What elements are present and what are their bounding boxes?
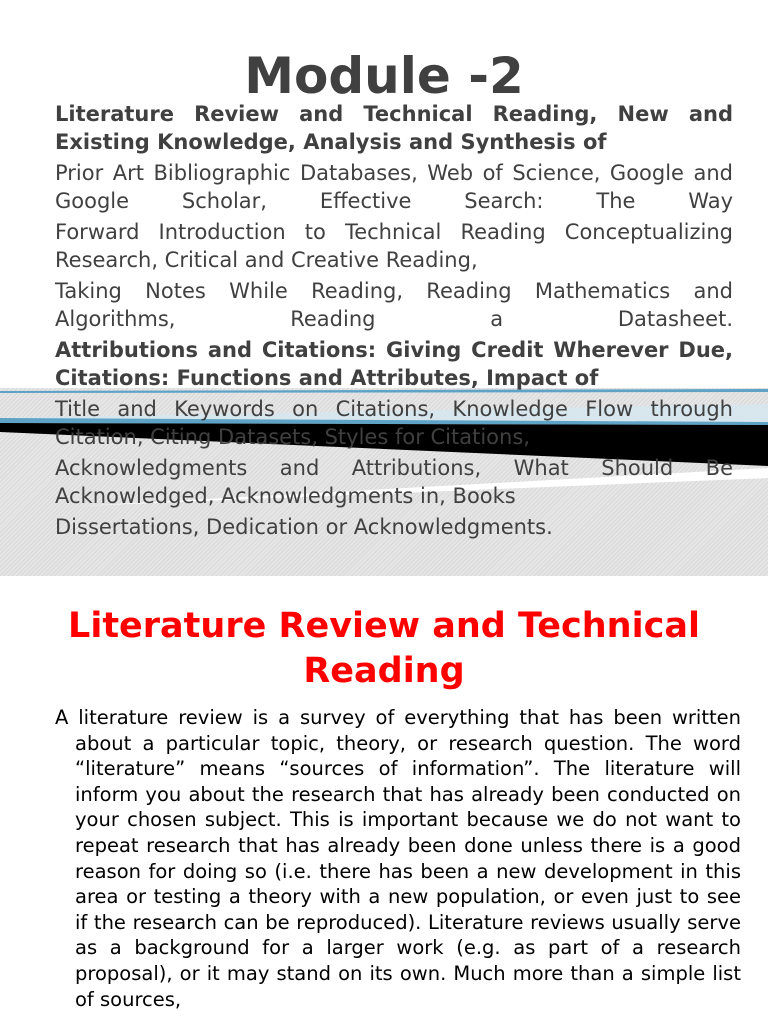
- topic-paragraph: Literature Review and Technical Reading, New and Existing Knowledge, Analysis and Synthesis of: [55, 102, 733, 154]
- topic-paragraph: Prior Art Bibliographic Databases, Web of Science, Google and Google Scholar, Effective Search: The Way: [55, 161, 733, 213]
- topic-paragraph: Dissertations, Dedication or Acknowledgments.: [55, 515, 553, 539]
- slide-title: Literature Review and Technical Reading: [68, 606, 700, 691]
- topic-paragraph: Taking Notes While Reading, Reading Mathematics and Algorithms, Reading a Datasheet.: [55, 279, 733, 331]
- topic-paragraph: Attributions and Citations: Giving Credit Wherever Due, Citations: Functions and Attributes, Impact of: [55, 338, 733, 390]
- topic-paragraph: Title and Keywords on Citations, Knowledge Flow through Citation, Citing Datasets, Styles for Citations,: [55, 397, 733, 449]
- topic-paragraph: Acknowledgments and Attributions, What Should Be Acknowledged, Acknowledgments in, Books: [55, 456, 733, 508]
- topic-paragraph: Forward Introduction to Technical Reading Conceptualizing Research, Critical and Creative Reading,: [55, 220, 733, 272]
- module-topics: [55, 100, 733, 544]
- module-title: Module -2: [244, 47, 524, 105]
- slide-gap: [0, 576, 768, 584]
- literature-review-definition: A literature review is a survey of everything that has been written about a particular topic, theory, or research question. The word “literature” means “sources of information”. The literature will inform you about the research that has already been conducted on your chosen subject. This is important because we do not want to repeat research that has already been done unless there is a good reason for doing so (i.e. there has been a new development in this area or testing a theory with a new population, or even just to see if the research can be reproduced). Literature reviews usually serve as a background for a larger work (e.g. as part of a research proposal), or it may stand on its own. Much more than a simple list of sources,: [55, 706, 741, 1011]
